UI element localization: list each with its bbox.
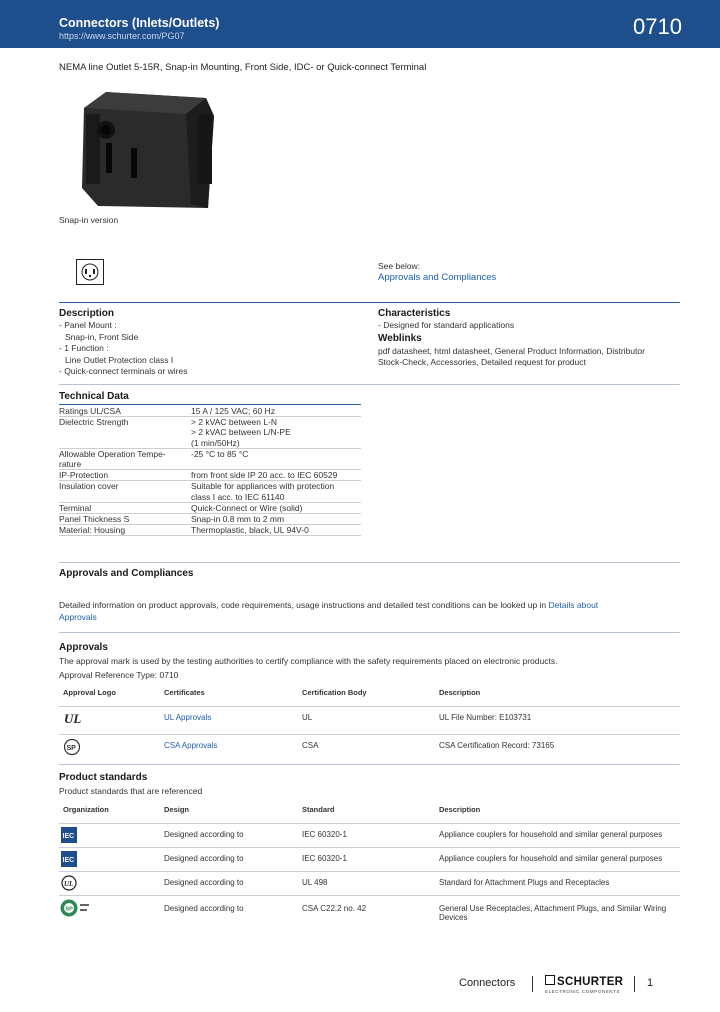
tech-data-row — [59, 417, 361, 449]
std-standard: UL 498 — [302, 878, 328, 887]
product-subtitle: NEMA line Outlet 5-15R, Snap-in Mounting, Front Side, IDC- or Quick-connect Terminal — [59, 62, 427, 73]
weblinks-line-1[interactable]: pdf datasheet, html datasheet, General Product Information, Distributor — [378, 346, 645, 356]
cert-link[interactable]: UL Approvals — [164, 713, 212, 722]
description-line: - 1 Function : — [59, 343, 109, 353]
standards-text: Product standards that are referenced — [59, 786, 203, 796]
description-line: - Panel Mount : — [59, 320, 117, 330]
table-top-rule — [59, 404, 361, 405]
page-footer — [0, 968, 720, 1012]
tech-data-row — [59, 481, 361, 502]
std-design: Designed according to — [164, 854, 244, 863]
svg-text:SP: SP — [65, 906, 73, 913]
col-header: Description — [439, 805, 481, 814]
std-desc: Appliance couplers for household and similar general purposes — [439, 854, 663, 863]
svg-text:UL: UL — [64, 711, 82, 725]
tech-data-row — [59, 525, 361, 536]
schurter-logo — [545, 975, 623, 994]
tech-data-key: Insulation cover — [59, 481, 191, 502]
see-below-link[interactable]: Approvals and Compliances — [378, 272, 497, 283]
header-url[interactable]: https://www.schurter.com/PG07 — [59, 31, 185, 41]
approvals-text: The approval mark is used by the testing authorities to certify compliance with the safety requirements placed on electronic products. — [59, 656, 558, 666]
col-header: Certificates — [164, 688, 205, 697]
technical-data-table — [59, 406, 361, 536]
approvals-heading: Approvals — [59, 642, 108, 653]
tech-data-row — [59, 406, 361, 417]
tech-data-key: Ratings UL/CSA — [59, 406, 191, 417]
svg-text:IEC: IEC — [62, 833, 75, 840]
approvals-compliances-body: Detailed information on product approvals, code requirements, usage instructions and detailed test conditions can be looked up in — [59, 600, 547, 610]
tech-data-value: Suitable for appliances with protection class I acc. to IEC 61140 — [191, 481, 361, 502]
divider — [59, 384, 680, 385]
approvals-table — [59, 688, 680, 763]
table-row — [59, 871, 680, 895]
footer-brand: SCHURTER — [557, 976, 624, 988]
characteristics-heading: Characteristics — [378, 308, 451, 319]
page-header — [0, 0, 720, 48]
description-list — [59, 320, 359, 378]
tech-data-key: Terminal — [59, 502, 191, 513]
std-design: Designed according to — [164, 878, 244, 887]
tech-data-row — [59, 514, 361, 525]
product-image — [76, 88, 226, 213]
approvals-compliances-heading: Approvals and Compliances — [59, 568, 194, 579]
col-header: Standard — [302, 805, 335, 814]
col-header: Description — [439, 688, 481, 697]
tech-data-value: Snap-in 0.8 mm to 2 mm — [191, 514, 361, 525]
svg-text:IEC: IEC — [62, 857, 75, 864]
details-approvals-link-cont[interactable]: Approvals — [59, 611, 97, 622]
tech-data-value: from front side IP 20 acc. to IEC 60529 — [191, 470, 361, 481]
table-header-row — [59, 805, 680, 823]
characteristics-line: - Designed for standard applications — [378, 320, 515, 330]
col-header: Design — [164, 805, 190, 814]
divider — [59, 562, 680, 563]
tech-data-value: Quick-Connect or Wire (solid) — [191, 502, 361, 513]
std-design: Designed according to — [164, 830, 244, 839]
tech-data-row — [59, 448, 361, 469]
outlet-symbol-icon — [76, 259, 104, 285]
standards-heading: Product standards — [59, 772, 148, 783]
standards-table — [59, 805, 680, 922]
see-below-label: See below: — [378, 261, 421, 271]
tech-data-value: > 2 kVAC between L-N > 2 kVAC between L/N-PE (1 min/50Hz) — [191, 417, 361, 449]
svg-text:UL: UL — [64, 880, 74, 888]
header-title: Connectors (Inlets/Outlets) — [59, 16, 220, 30]
footer-page: 1 — [647, 977, 654, 989]
tech-data-key: Material: Housing — [59, 525, 191, 536]
cert-desc: UL File Number: E103731 — [439, 713, 532, 722]
col-header: Certification Body — [302, 688, 367, 697]
tech-data-value: -25 °C to 85 °C — [191, 448, 361, 469]
description-line: Line Outlet Protection class I — [65, 354, 174, 365]
table-row — [59, 847, 680, 871]
std-standard: IEC 60320-1 — [302, 854, 347, 863]
tech-data-key: Panel Thickness S — [59, 514, 191, 525]
description-line: Snap-in, Front Side — [65, 331, 139, 342]
description-heading: Description — [59, 308, 115, 319]
svg-text:SP: SP — [66, 745, 76, 752]
col-header: Approval Logo — [63, 688, 116, 697]
footer-brand-tag: ELECTRONIC COMPONENTS — [545, 989, 621, 994]
footer-divider — [532, 976, 533, 992]
csa-logo-icon — [63, 738, 81, 758]
table-row — [59, 734, 680, 763]
std-desc: Appliance couplers for household and similar general purposes — [439, 830, 663, 839]
footer-section: Connectors — [459, 977, 516, 989]
table-row — [59, 706, 680, 734]
cert-body: UL — [302, 713, 313, 722]
divider — [59, 764, 680, 765]
std-desc: Standard for Attachment Plugs and Receptacles — [439, 878, 610, 887]
approvals-ref: Approval Reference Type: 0710 — [59, 670, 179, 680]
iec-logo-icon — [61, 851, 77, 869]
divider — [59, 302, 680, 303]
divider — [59, 632, 680, 633]
tech-data-key: Dielectric Strength — [59, 417, 191, 449]
std-standard: CSA C22.2 no. 42 — [302, 904, 367, 913]
weblinks-line-2[interactable]: Stock-Check, Accessories, Detailed request for product — [378, 357, 586, 367]
tech-data-value: 15 A / 125 VAC; 60 Hz — [191, 406, 361, 417]
details-approvals-link[interactable]: Details about — [548, 600, 599, 610]
weblinks-heading: Weblinks — [378, 333, 422, 344]
tech-data-key: Allowable Operation Tempe- rature — [59, 448, 191, 469]
tech-data-key: IP-Protection — [59, 470, 191, 481]
col-header: Organization — [63, 805, 109, 814]
std-standard: IEC 60320-1 — [302, 830, 347, 839]
table-header-row — [59, 688, 680, 706]
logo-mark-icon — [545, 975, 555, 985]
technical-data-heading: Technical Data — [59, 391, 129, 402]
std-design: Designed according to — [164, 904, 244, 913]
cert-desc: CSA Certification Record: 73165 — [439, 741, 555, 750]
footer-divider — [634, 976, 635, 992]
cert-link[interactable]: CSA Approvals — [164, 741, 218, 750]
image-caption: Snap-in version — [59, 215, 119, 225]
ul-logo-icon — [63, 711, 87, 727]
tech-data-row — [59, 502, 361, 513]
header-number: 0710 — [633, 14, 682, 39]
iec-logo-icon — [61, 827, 77, 845]
approvals-compliances-text — [59, 600, 679, 623]
cert-body: CSA — [302, 741, 319, 750]
tech-data-value: Thermoplastic, black, UL 94V-0 — [191, 525, 361, 536]
std-desc: General Use Receptacles, Attachment Plugs, and Similar Wiring Devices — [439, 904, 667, 922]
description-line: - Quick-connect terminals or wires — [59, 366, 188, 376]
ul-logo-icon — [61, 875, 77, 893]
csa-group-logo-icon — [59, 898, 91, 920]
tech-data-row — [59, 470, 361, 481]
table-row — [59, 895, 680, 922]
table-row — [59, 823, 680, 847]
